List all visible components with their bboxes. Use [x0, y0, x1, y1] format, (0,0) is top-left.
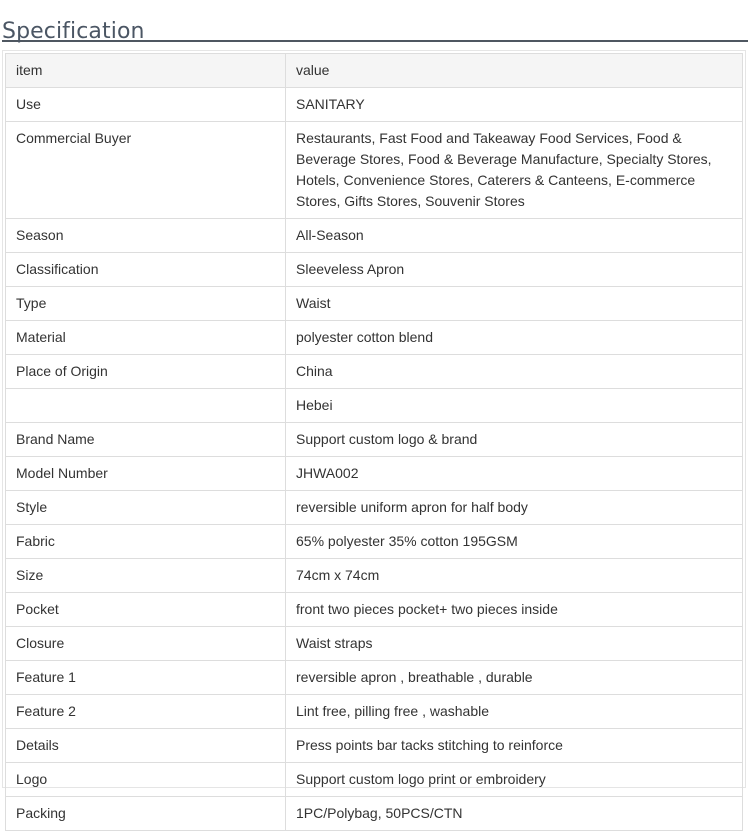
page-title: Specification — [2, 18, 145, 44]
table-row — [6, 457, 743, 491]
table-row — [6, 491, 743, 525]
table-row — [6, 729, 743, 763]
spec-value-cell: Support custom logo & brand — [286, 423, 743, 457]
spec-value-cell: JHWA002 — [286, 457, 743, 491]
table-row — [6, 695, 743, 729]
table-row — [6, 525, 743, 559]
table-row — [6, 423, 743, 457]
spec-value-cell: SANITARY — [286, 88, 743, 122]
spec-value-cell: reversible uniform apron for half body — [286, 491, 743, 525]
spec-value-cell: Sleeveless Apron — [286, 253, 743, 287]
spec-value-cell: Support custom logo print or embroidery — [286, 763, 743, 797]
table-row — [6, 661, 743, 695]
spec-value-cell: Hebei — [286, 389, 743, 423]
table-row — [6, 355, 743, 389]
header-cell-value: value — [286, 54, 743, 88]
spec-key-cell — [6, 389, 286, 423]
spec-key-cell: Details — [6, 729, 286, 763]
spec-value-cell: Waist straps — [286, 627, 743, 661]
spec-value-cell: reversible apron , breathable , durable — [286, 661, 743, 695]
spec-key-cell: Classification — [6, 253, 286, 287]
spec-value-cell: 65% polyester 35% cotton 195GSM — [286, 525, 743, 559]
spec-key-cell: Logo — [6, 763, 286, 797]
specification-table — [5, 53, 743, 831]
table-row — [6, 219, 743, 253]
spec-value-cell: Press points bar tacks stitching to reinforce — [286, 729, 743, 763]
spec-value-cell: Restaurants, Fast Food and Takeaway Food Services, Food & Beverage Stores, Food & Beverage Manufacture, Specialty Stores, Hotels, Convenience Stores, Caterers & Canteens, E-commerce Stores, Gifts Stores, Souvenir Stores — [286, 122, 743, 219]
spec-key-cell: Feature 2 — [6, 695, 286, 729]
table-row — [6, 122, 743, 219]
spec-value-cell: polyester cotton blend — [286, 321, 743, 355]
table-header-row — [6, 54, 743, 88]
table-row — [6, 763, 743, 797]
spec-key-cell: Packing — [6, 797, 286, 831]
table-row — [6, 321, 743, 355]
spec-key-cell: Season — [6, 219, 286, 253]
spec-key-cell: Fabric — [6, 525, 286, 559]
table-row — [6, 559, 743, 593]
table-row — [6, 593, 743, 627]
spec-value-cell: 74cm x 74cm — [286, 559, 743, 593]
spec-key-cell: Feature 1 — [6, 661, 286, 695]
spec-key-cell: Size — [6, 559, 286, 593]
spec-value-cell: front two pieces pocket+ two pieces inside — [286, 593, 743, 627]
table-row — [6, 88, 743, 122]
title-section — [2, 0, 748, 42]
specification-table-body — [6, 54, 743, 831]
table-row — [6, 797, 743, 831]
spec-value-cell: 1PC/Polybag, 50PCS/CTN — [286, 797, 743, 831]
spec-key-cell: Material — [6, 321, 286, 355]
spec-key-cell: Style — [6, 491, 286, 525]
spec-key-cell: Type — [6, 287, 286, 321]
table-row — [6, 287, 743, 321]
specification-table-container — [2, 50, 746, 821]
spec-value-cell: Lint free, pilling free , washable — [286, 695, 743, 729]
spec-key-cell: Place of Origin — [6, 355, 286, 389]
spec-key-cell: Model Number — [6, 457, 286, 491]
spec-value-cell: Waist — [286, 287, 743, 321]
header-cell-item: item — [6, 54, 286, 88]
spec-value-cell: All-Season — [286, 219, 743, 253]
spec-key-cell: Use — [6, 88, 286, 122]
spec-key-cell: Commercial Buyer — [6, 122, 286, 219]
spec-key-cell: Closure — [6, 627, 286, 661]
spec-key-cell: Pocket — [6, 593, 286, 627]
spec-value-cell: China — [286, 355, 743, 389]
table-row — [6, 389, 743, 423]
table-row — [6, 253, 743, 287]
table-row — [6, 627, 743, 661]
spec-key-cell: Brand Name — [6, 423, 286, 457]
